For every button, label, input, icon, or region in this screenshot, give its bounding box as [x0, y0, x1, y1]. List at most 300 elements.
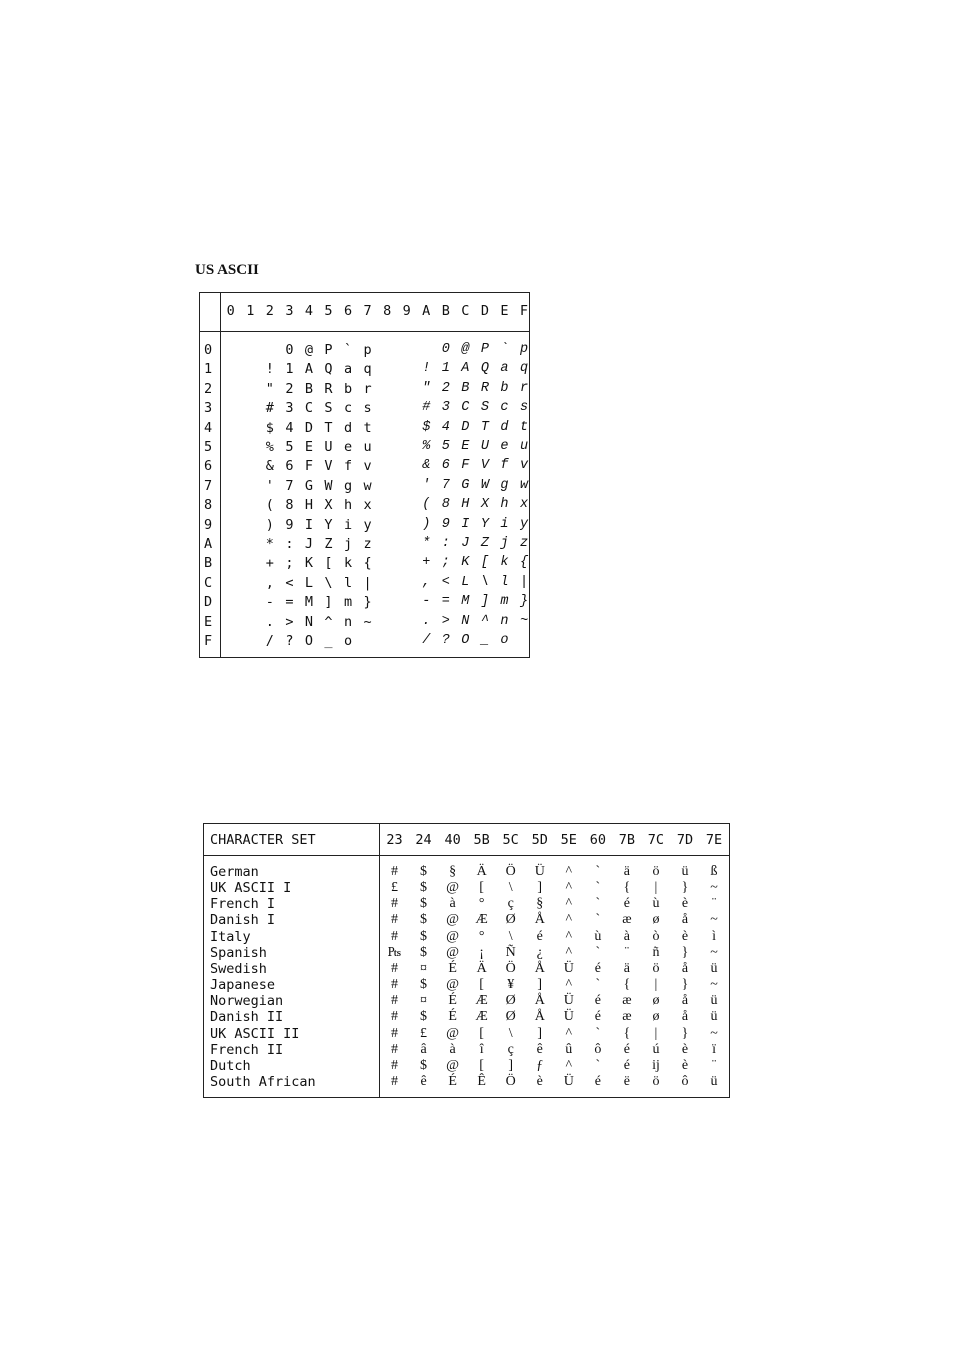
ascii-italic-glyph: p: [519, 342, 529, 357]
character-glyph: £: [391, 880, 398, 896]
ascii-glyph: P: [324, 342, 333, 358]
character-glyph: }: [681, 944, 689, 960]
code-column-header: 23: [386, 832, 403, 848]
code-column-header: 5B: [473, 832, 490, 848]
ascii-italic-glyph: /: [422, 633, 431, 648]
character-glyph: {: [623, 1025, 631, 1041]
ascii-italic-glyph: *: [422, 536, 431, 551]
character-glyph: }: [681, 1025, 689, 1041]
character-set-name: Danish I: [210, 912, 276, 929]
ascii-italic-glyph: N: [461, 613, 470, 629]
table-divider: [204, 855, 729, 856]
ascii-glyph: u: [363, 439, 372, 455]
ascii-italic-glyph: ,: [422, 574, 431, 590]
character-glyph: ü: [681, 864, 689, 879]
character-glyph: å: [681, 960, 689, 976]
character-set-name: French I: [210, 896, 276, 913]
character-glyph: ^: [565, 912, 573, 928]
character-glyph: ~: [710, 1025, 718, 1041]
ascii-italic-glyph: !: [422, 361, 431, 377]
character-glyph: Ü: [563, 1009, 574, 1025]
ascii-glyph: 4: [285, 419, 294, 436]
character-glyph: $: [420, 880, 428, 896]
ascii-italic-glyph: o: [500, 633, 509, 648]
character-glyph: ^: [565, 880, 573, 896]
character-glyph: Ü: [534, 864, 545, 879]
character-glyph: @: [446, 1057, 460, 1073]
character-glyph: É: [448, 960, 457, 976]
ascii-italic-glyph: 4: [441, 419, 450, 435]
ascii-italic-glyph: w: [519, 477, 529, 493]
row-header: E: [204, 613, 213, 630]
character-glyph: [: [479, 1025, 484, 1041]
character-glyph: æ: [622, 993, 632, 1009]
column-header: 2: [265, 303, 274, 319]
ascii-italic-glyph: ]: [480, 594, 489, 610]
ascii-italic-glyph: {: [519, 555, 529, 571]
character-glyph: ~: [710, 977, 718, 993]
ascii-italic-glyph: 7: [441, 477, 450, 493]
character-glyph: @: [446, 912, 460, 928]
character-glyph: å: [681, 1009, 689, 1025]
column-header: C: [461, 303, 470, 319]
ascii-italic-glyph: R: [480, 380, 489, 396]
character-glyph: @: [446, 880, 460, 896]
character-glyph: ^: [565, 864, 573, 879]
column-header: F: [519, 303, 529, 319]
character-glyph: ^: [565, 944, 573, 960]
character-glyph: #: [391, 928, 398, 944]
ascii-glyph: ,: [265, 574, 274, 591]
ascii-italic-glyph: C: [461, 400, 470, 416]
ascii-glyph: T: [324, 419, 333, 436]
character-glyph: à: [449, 1041, 456, 1057]
code-column-header: 7C: [647, 832, 665, 848]
ascii-glyph: ?: [285, 633, 294, 649]
character-set-name: Japanese: [210, 977, 276, 994]
ascii-glyph: (: [265, 497, 274, 514]
character-glyph: ß: [710, 864, 718, 879]
ascii-glyph: {: [363, 555, 372, 572]
ascii-italic-glyph: ): [422, 516, 431, 532]
ascii-italic-glyph: x: [519, 497, 529, 513]
code-column-header: 5D: [531, 832, 548, 848]
ascii-glyph: !: [265, 361, 274, 378]
ascii-glyph: N: [304, 613, 313, 630]
character-set-header: CHARACTER SET: [210, 832, 316, 848]
character-glyph: ¡: [479, 944, 484, 960]
character-glyph: $: [420, 896, 428, 912]
character-glyph: @: [446, 1025, 460, 1041]
ascii-glyph: ]: [324, 594, 333, 611]
character-glyph: ì: [712, 928, 716, 944]
character-glyph: `: [595, 1025, 601, 1041]
character-set-name: Swedish: [210, 960, 267, 977]
character-glyph: é: [594, 1073, 601, 1089]
ascii-italic-glyph: v: [519, 458, 529, 474]
character-glyph: ü: [710, 960, 718, 976]
character-glyph: `: [595, 864, 601, 879]
character-glyph: é: [594, 1009, 601, 1025]
character-glyph: î: [479, 1041, 484, 1057]
ascii-glyph: \: [324, 574, 333, 591]
character-glyph: ƒ: [536, 1057, 544, 1073]
ascii-glyph: i: [343, 516, 353, 533]
row-header: 8: [204, 497, 213, 514]
ascii-italic-glyph: T: [480, 419, 489, 435]
character-glyph: ^: [565, 928, 573, 944]
column-header: 5: [324, 303, 333, 319]
character-glyph: ü: [710, 1073, 718, 1089]
ascii-italic-glyph: r: [519, 380, 529, 396]
ascii-glyph: Q: [324, 361, 333, 378]
ascii-italic-glyph: O: [461, 633, 470, 648]
ascii-italic-glyph: L: [461, 574, 470, 590]
ascii-glyph: U: [324, 439, 333, 455]
ascii-italic-glyph: 8: [441, 497, 450, 513]
character-glyph: Ö: [505, 960, 516, 976]
character-glyph: ^: [565, 896, 573, 912]
character-glyph: §: [536, 896, 544, 912]
ascii-italic-glyph: m: [500, 594, 509, 610]
character-glyph: #: [391, 977, 398, 993]
character-glyph: ë: [623, 1073, 630, 1089]
code-column-header: 5E: [560, 832, 577, 848]
character-glyph: °: [478, 896, 485, 912]
character-glyph: Æ: [475, 912, 488, 928]
character-glyph: é: [623, 896, 630, 912]
ascii-table-title: US ASCII: [195, 262, 259, 278]
column-header: 3: [285, 303, 294, 319]
character-glyph: ĳ: [652, 1057, 660, 1073]
ascii-glyph: *: [265, 536, 274, 552]
character-glyph: è: [681, 1057, 689, 1073]
character-glyph: ï: [712, 1041, 716, 1057]
code-column-header: 60: [589, 832, 606, 848]
character-glyph: [: [479, 880, 484, 896]
ascii-italic-glyph: .: [422, 613, 431, 629]
character-glyph: ^: [565, 977, 573, 993]
character-glyph: ä: [623, 864, 630, 879]
ascii-glyph: $: [265, 419, 274, 436]
table-divider: [220, 293, 221, 657]
ascii-glyph: K: [304, 555, 313, 572]
character-glyph: Ü: [563, 993, 574, 1009]
character-glyph: ü: [710, 993, 718, 1009]
ascii-glyph: o: [343, 633, 353, 649]
ascii-glyph: I: [304, 516, 313, 533]
ascii-italic-glyph: W: [480, 477, 489, 493]
ascii-glyph: .: [265, 613, 274, 630]
character-glyph: `: [595, 977, 601, 993]
ascii-glyph: S: [324, 400, 333, 417]
ascii-glyph: j: [343, 536, 353, 552]
ascii-glyph: Z: [324, 536, 333, 552]
character-set-name: South African: [210, 1073, 316, 1090]
character-glyph: è: [681, 928, 689, 944]
row-header: 4: [204, 419, 213, 436]
row-header: 3: [204, 400, 213, 417]
row-header: 6: [204, 458, 213, 475]
ascii-italic-glyph: Y: [480, 516, 489, 532]
character-glyph: Ö: [505, 864, 516, 879]
character-glyph: æ: [622, 912, 632, 928]
character-set-name: UK ASCII I: [210, 880, 292, 897]
character-glyph: ¨: [711, 896, 717, 912]
ascii-glyph: >: [285, 613, 294, 630]
character-glyph: û: [565, 1041, 573, 1057]
ascii-glyph: [: [324, 555, 333, 572]
ascii-glyph: H: [304, 497, 313, 514]
ascii-glyph: ): [265, 516, 274, 533]
character-set-name: Italy: [210, 928, 251, 945]
ascii-glyph: L: [304, 574, 313, 591]
ascii-italic-glyph: ?: [441, 633, 450, 648]
ascii-italic-glyph: y: [519, 516, 529, 532]
column-header: 8: [383, 303, 392, 319]
character-glyph: Å: [534, 960, 545, 976]
character-glyph: Æ: [475, 993, 488, 1009]
ascii-italic-glyph: V: [480, 458, 489, 474]
column-header: 0: [226, 303, 235, 319]
code-column-header: 7B: [618, 832, 636, 848]
ascii-italic-glyph: d: [500, 419, 509, 435]
code-column-header: 7D: [676, 832, 694, 848]
ascii-glyph: E: [304, 439, 313, 455]
character-glyph: ò: [652, 928, 660, 944]
ascii-glyph: z: [363, 536, 372, 552]
character-glyph: é: [623, 1057, 630, 1073]
ascii-glyph: v: [363, 458, 372, 475]
ascii-italic-glyph: 6: [441, 458, 450, 474]
ascii-glyph: V: [324, 458, 333, 475]
character-glyph: é: [623, 1041, 630, 1057]
character-glyph: ú: [652, 1041, 660, 1057]
character-glyph: Ä: [476, 864, 487, 879]
character-glyph: Å: [534, 993, 545, 1009]
row-header: F: [204, 633, 213, 649]
ascii-italic-glyph: h: [500, 497, 509, 513]
ascii-glyph: n: [343, 613, 353, 630]
ascii-italic-glyph: #: [422, 400, 431, 416]
column-header: A: [422, 303, 431, 319]
character-glyph: }: [681, 977, 689, 993]
character-glyph: ñ: [652, 944, 660, 960]
character-glyph: #: [391, 896, 398, 912]
character-glyph: ]: [508, 1057, 514, 1073]
character-set-name: Norwegian: [210, 993, 284, 1010]
ascii-italic-glyph: J: [461, 536, 470, 551]
ascii-italic-glyph: k: [500, 555, 509, 571]
character-glyph: $: [420, 1009, 428, 1025]
ascii-italic-glyph: \: [480, 574, 489, 590]
ascii-glyph: k: [343, 555, 353, 572]
ascii-glyph: 2: [285, 380, 294, 397]
character-glyph: `: [595, 912, 601, 928]
character-glyph: è: [536, 1073, 543, 1089]
character-glyph: è: [681, 1041, 689, 1057]
ascii-italic-glyph: $: [422, 419, 431, 435]
ascii-glyph: q: [363, 361, 372, 378]
character-glyph: ]: [537, 977, 543, 993]
character-glyph: ¨: [624, 944, 630, 960]
character-glyph: #: [391, 1057, 398, 1073]
ascii-italic-glyph: 2: [441, 380, 450, 396]
character-glyph: ê: [536, 1041, 543, 1057]
ascii-italic-glyph: Q: [480, 361, 489, 377]
character-glyph: ¿: [536, 944, 543, 960]
ascii-italic-glyph: P: [480, 342, 489, 357]
character-glyph: \: [508, 1025, 513, 1041]
character-glyph: @: [446, 928, 460, 944]
ascii-italic-glyph: 5: [441, 439, 450, 454]
ascii-italic-glyph: :: [441, 536, 450, 551]
ascii-glyph: =: [285, 594, 294, 611]
ascii-italic-glyph: K: [461, 555, 470, 571]
ascii-italic-glyph: @: [461, 342, 470, 357]
row-header: 7: [204, 477, 213, 494]
ascii-glyph: W: [324, 477, 333, 494]
row-header: 1: [204, 361, 213, 378]
ascii-italic-glyph: ": [422, 380, 431, 396]
character-glyph: É: [448, 1009, 457, 1025]
ascii-glyph: G: [304, 477, 313, 494]
ascii-glyph: h: [343, 497, 353, 514]
character-glyph: ü: [710, 1009, 718, 1025]
character-glyph: |: [654, 1025, 658, 1041]
row-header: C: [204, 574, 213, 591]
character-glyph: É: [448, 1073, 457, 1089]
character-glyph: ê: [420, 1073, 427, 1089]
ascii-italic-glyph: -: [422, 594, 431, 610]
ascii-italic-glyph: [: [480, 555, 489, 571]
character-glyph: ~: [710, 880, 718, 896]
ascii-glyph: f: [343, 458, 353, 475]
character-glyph: ^: [565, 1025, 573, 1041]
ascii-glyph: `: [343, 342, 353, 358]
character-glyph: ô: [681, 1073, 689, 1089]
row-header: 0: [204, 342, 213, 358]
ascii-glyph: F: [304, 458, 313, 475]
ascii-italic-glyph: +: [422, 555, 431, 571]
ascii-glyph: B: [304, 380, 313, 397]
ascii-italic-glyph: I: [461, 516, 470, 532]
ascii-glyph: m: [343, 594, 353, 611]
character-glyph: â: [420, 1041, 427, 1057]
ascii-italic-glyph: c: [500, 400, 509, 416]
character-glyph: `: [595, 896, 601, 912]
ascii-italic-glyph: E: [461, 439, 470, 454]
character-set-name: Spanish: [210, 944, 267, 961]
ascii-italic-glyph: a: [500, 361, 509, 377]
ascii-italic-glyph: s: [519, 400, 529, 416]
character-glyph: [: [479, 977, 484, 993]
column-header: 9: [402, 303, 411, 319]
ascii-italic-glyph: =: [441, 594, 450, 610]
ascii-glyph: |: [363, 574, 372, 591]
ascii-glyph: :: [285, 536, 294, 552]
ascii-glyph: -: [265, 594, 274, 611]
character-glyph: `: [595, 880, 601, 896]
character-glyph: #: [391, 993, 398, 1009]
character-glyph: #: [391, 912, 398, 928]
ascii-glyph: @: [304, 342, 313, 358]
character-glyph: é: [594, 993, 601, 1009]
character-glyph: $: [420, 1057, 428, 1073]
ascii-italic-glyph: i: [500, 516, 509, 532]
ascii-glyph: ": [265, 380, 274, 397]
character-glyph: ]: [537, 880, 543, 896]
ascii-italic-glyph: &: [422, 458, 431, 474]
character-glyph: ₧: [387, 944, 402, 960]
character-glyph: à: [449, 896, 456, 912]
character-glyph: #: [391, 864, 398, 879]
character-glyph: ç: [507, 1041, 514, 1057]
ascii-italic-glyph: ~: [519, 613, 529, 629]
character-glyph: Æ: [475, 1009, 488, 1025]
ascii-glyph: <: [285, 574, 294, 591]
ascii-glyph: 8: [285, 497, 294, 514]
character-glyph: Ø: [505, 1009, 516, 1025]
row-header: B: [204, 555, 213, 572]
ascii-italic-glyph: <: [441, 574, 450, 590]
ascii-italic-glyph: `: [500, 342, 509, 357]
character-glyph: °: [478, 928, 485, 944]
column-header: E: [500, 303, 509, 319]
character-set-name: Dutch: [210, 1057, 251, 1074]
ascii-glyph: 3: [285, 400, 294, 417]
character-glyph: §: [449, 864, 457, 879]
ascii-glyph: e: [343, 439, 353, 455]
character-glyph: #: [391, 960, 398, 976]
character-glyph: ç: [507, 896, 514, 912]
ascii-italic-glyph: }: [519, 594, 529, 610]
column-header: 1: [246, 303, 255, 319]
character-set-name: UK ASCII II: [210, 1025, 300, 1042]
character-glyph: ö: [652, 864, 660, 879]
character-glyph: è: [681, 896, 689, 912]
character-glyph: à: [623, 928, 630, 944]
character-glyph: ä: [623, 960, 630, 976]
character-set-name: German: [210, 864, 259, 880]
character-glyph: É: [448, 993, 457, 1009]
character-glyph: Ø: [505, 912, 516, 928]
character-glyph: $: [420, 912, 428, 928]
ascii-italic-glyph: 0: [441, 342, 450, 357]
ascii-glyph: X: [324, 497, 333, 514]
national-character-set-table: [203, 823, 730, 1098]
ascii-glyph: a: [343, 361, 353, 378]
ascii-italic-glyph: M: [461, 594, 470, 610]
ascii-glyph: 7: [285, 477, 294, 494]
character-glyph: ¤: [420, 993, 428, 1009]
ascii-glyph: /: [265, 633, 274, 649]
ascii-glyph: %: [265, 439, 274, 455]
ascii-italic-glyph: G: [461, 477, 470, 493]
ascii-glyph: J: [304, 536, 313, 552]
character-glyph: #: [391, 1041, 398, 1057]
ascii-italic-glyph: 9: [441, 516, 450, 532]
ascii-italic-glyph: S: [480, 400, 489, 416]
column-header: B: [441, 303, 450, 319]
character-glyph: ø: [652, 1009, 660, 1025]
row-header: D: [204, 594, 213, 611]
ascii-italic-glyph: A: [461, 361, 470, 377]
ascii-glyph: g: [343, 477, 353, 494]
character-glyph: #: [391, 1073, 398, 1089]
ascii-glyph: M: [304, 594, 313, 611]
ascii-glyph: p: [363, 342, 372, 358]
